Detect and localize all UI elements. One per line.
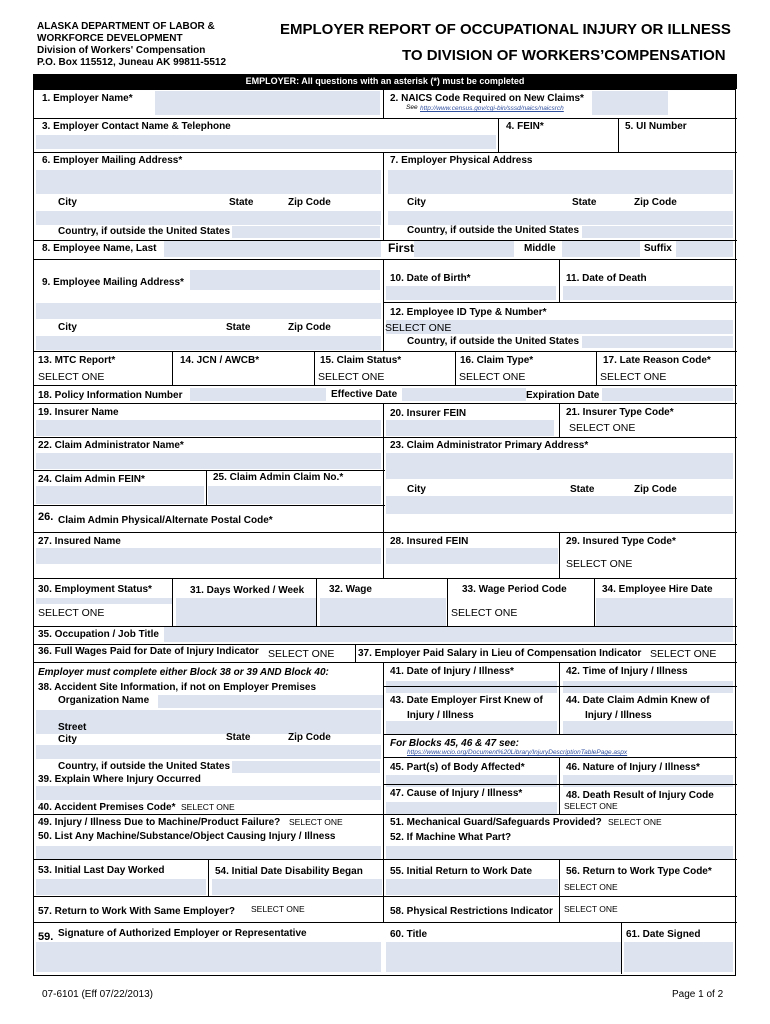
expiration-date-label: Expiration Date [526,390,600,401]
accident-site-country-input[interactable] [232,761,380,773]
employment-status-label: 30. Employment Status* [38,584,152,595]
blocks-45-47-note: For Blocks 45, 46 & 47 see: [390,738,519,749]
safeguards-label: 51. Mechanical Guard/Safeguards Provided? [390,817,602,828]
accident-zip-label: Zip Code [288,732,331,743]
rule-row-30 [33,578,737,579]
insured-fein-label: 28. Insured FEIN [390,536,469,547]
physical-restrictions-select[interactable]: SELECT ONE [564,904,618,914]
naics-lookup-link[interactable]: http://www.census.gov/cgi-bin/sssd/naics/naicsrch [420,105,564,112]
policy-number-input[interactable] [190,388,326,401]
claim-type-label: 16. Claim Type* [460,355,534,366]
effective-date-input[interactable] [402,388,526,401]
employee-suffix-label: Suffix [644,243,672,254]
insured-name-input[interactable] [36,548,381,564]
death-result-label: 48. Death Result of Injury Code [566,790,714,801]
rule-row-38 [33,662,737,663]
rule-row-47 [383,784,737,785]
safeguards-select[interactable]: SELECT ONE [608,817,662,827]
cause-of-injury-input[interactable] [386,802,557,814]
last-day-worked-label: 53. Initial Last Day Worked [38,865,165,876]
rule-row-57 [33,896,737,897]
claim-admin-city-label: City [407,484,426,495]
employee-mailing-address-label: 9. Employee Mailing Address* [42,277,184,288]
rule-row-45 [383,757,737,758]
title-input[interactable] [386,942,621,972]
hire-date-label: 34. Employee Hire Date [602,584,713,595]
form-number: 07-6101 (Eff 07/22/2013) [42,989,154,1000]
vrule-10-11 [559,259,560,302]
agency-name-line1: ALASKA DEPARTMENT OF LABOR & [37,21,215,32]
employee-last-name-label: 8. Employee Name, Last [42,243,157,254]
vrule-32-33 [447,578,448,626]
fein-label: 4. FEIN* [506,121,544,132]
vrule-1-2 [383,89,384,118]
machine-part-input[interactable] [386,846,733,860]
title-label: 60. Title [390,929,428,940]
machine-list-input[interactable] [36,846,381,860]
employer-physical-zip-label: Zip Code [634,197,677,208]
date-signed-label: 61. Date Signed [626,929,701,940]
form-subtitle: TO DIVISION OF WORKERS’COMPENSATION [402,47,726,64]
mtc-report-select[interactable]: SELECT ONE [38,371,105,383]
accident-site-label: 38. Accident Site Information, if not on Employer Premises [38,682,317,693]
admin-knew-label-2: Injury / Illness [585,710,652,721]
time-of-injury-input[interactable] [563,681,733,693]
vrule-16-17 [596,351,597,385]
claim-admin-claim-no-label: 25. Claim Admin Claim No.* [213,472,344,483]
premises-code-label: 40. Accident Premises Code* [38,802,176,813]
injury-location-label: 39. Explain Where Injury Occurred [38,774,201,785]
employee-country-label: Country, if outside the United States [407,336,580,347]
claim-admin-postal-label: Claim Admin Physical/Alternate Postal Code* [58,515,273,526]
jcn-awcb-label: 14. JCN / AWCB* [180,355,260,366]
rule-row-27 [33,532,737,533]
naics-code-label: 2. NAICS Code Required on New Claims* [390,93,584,104]
agency-name-line2: WORKFORCE DEVELOPMENT [37,33,183,44]
page-number: Page 1 of 2 [672,989,724,1000]
machine-part-label: 52. If Machine What Part? [390,832,512,843]
rule-row-blocks [383,734,737,735]
physical-restrictions-label: 58. Physical Restrictions Indicator [390,906,553,917]
full-wages-label: 36. Full Wages Paid for Date of Injury Indicator [38,646,259,657]
employer-mailing-country-label: Country, if outside the United States [58,226,231,237]
employment-status-field[interactable] [36,598,172,604]
same-employer-label: 57. Return to Work With Same Employer? [38,906,235,917]
return-to-work-type-select[interactable]: SELECT ONE [564,882,618,892]
claim-admin-name-label: 22. Claim Administrator Name* [38,440,184,451]
signature-input[interactable] [36,942,381,972]
rule-row-59 [33,922,737,923]
organization-name-label: Organization Name [58,695,150,706]
death-result-select[interactable]: SELECT ONE [564,801,618,811]
rule-row-43 [383,686,737,687]
ui-number-label: 5. UI Number [625,121,687,132]
return-to-work-type-label: 56. Return to Work Type Code* [566,866,712,877]
claim-admin-zip-label: Zip Code [634,484,677,495]
employment-status-select[interactable]: SELECT ONE [38,607,105,619]
late-reason-label: 17. Late Reason Code* [603,355,711,366]
claim-admin-state-label: State [570,484,595,495]
insured-type-label: 29. Insured Type Code* [566,536,676,547]
vrule-9-10 [383,259,384,351]
instruction-banner: EMPLOYER: All questions with an asterisk (*) must be completed [33,74,737,89]
rule-row-22 [33,437,737,438]
claim-admin-city-input[interactable] [386,496,733,514]
wage-input[interactable] [320,598,446,626]
employee-middle-name-input[interactable] [562,241,640,257]
wage-period-select[interactable]: SELECT ONE [451,607,518,619]
vrule-28-29 [559,532,560,578]
claim-admin-address-input[interactable] [386,453,733,479]
date-of-birth-input[interactable] [386,286,556,300]
date-signed-input[interactable] [624,942,733,972]
rule-row-8 [33,240,737,241]
insurer-type-select[interactable]: SELECT ONE [569,422,636,434]
claim-admin-address-label: 23. Claim Administrator Primary Address* [390,440,589,451]
employer-physical-country-label: Country, if outside the United States [407,225,580,236]
premises-code-select[interactable]: SELECT ONE [181,802,235,812]
insured-name-label: 27. Insured Name [38,536,121,547]
employer-knew-label-1: 43. Date Employer First Knew of [390,695,543,706]
accident-street-label: Street [58,722,87,733]
employer-physical-state-label: State [572,197,597,208]
vrule-45-46 [559,757,560,814]
rule-row-13 [33,351,737,352]
employee-id-type-select[interactable]: SELECT ONE [385,322,452,334]
machine-failure-label: 49. Injury / Illness Due to Machine/Product Failure? [38,817,281,828]
employee-state-zip-input[interactable] [36,336,381,350]
vrule-36-37 [355,644,356,662]
employer-mailing-state-label: State [229,197,254,208]
claim-admin-postal-number: 26. [38,511,54,523]
employer-knew-label-2: Injury / Illness [407,710,474,721]
accident-state-label: State [226,732,251,743]
vrule-53-54 [208,859,209,896]
wage-period-label: 33. Wage Period Code [462,584,567,595]
naics-code-input[interactable] [592,91,668,115]
rule-row-6 [33,152,737,153]
same-employer-select[interactable]: SELECT ONE [251,904,305,914]
form-title: EMPLOYER REPORT OF OCCUPATIONAL INJURY OR ILLNESS [280,21,731,38]
late-reason-select[interactable]: SELECT ONE [600,371,667,383]
vrule-6-7 [383,152,384,240]
accident-site-street-input[interactable] [36,710,381,734]
injury-location-input[interactable] [36,786,381,800]
vrule-41-42 [559,662,560,734]
employer-knew-date-input[interactable] [386,721,557,735]
insured-type-select[interactable]: SELECT ONE [566,558,633,570]
employee-middle-name-label: Middle [524,243,556,254]
employer-contact-input[interactable] [36,135,496,149]
employee-state-label: State [226,322,251,333]
vrule-55-56 [559,859,560,922]
days-worked-input[interactable] [176,598,316,626]
vrule-27-28 [383,532,384,578]
block-instruction-note: Employer must complete either Block 38 or 39 AND Block 40: [38,667,329,678]
rule-row-49 [33,814,737,815]
date-of-death-input[interactable] [563,286,733,300]
date-of-death-label: 11. Date of Death [566,273,647,284]
signature-number: 59. [38,931,54,943]
insurer-type-label: 21. Insurer Type Code* [566,407,674,418]
nature-of-injury-label: 46. Nature of Injury / Illness* [566,762,700,773]
insurer-fein-label: 20. Insurer FEIN [390,408,467,419]
accident-city-label: City [58,734,77,745]
date-of-injury-input[interactable] [386,681,557,693]
rule-row-9 [33,259,737,260]
effective-date-label: Effective Date [331,389,398,400]
insurer-fein-input[interactable] [386,420,554,436]
employee-country-input[interactable] [582,336,733,348]
naics-see-text: See [406,104,418,111]
disability-began-label: 54. Initial Date Disability Began [215,866,363,877]
employer-name-input[interactable] [155,91,380,115]
vrule-20-21 [559,403,560,437]
rule-row-26 [33,505,385,506]
employee-first-name-input[interactable] [414,241,514,257]
employer-mailing-city-label: City [58,197,77,208]
employee-city-label: City [58,322,77,333]
claim-admin-fein-label: 24. Claim Admin FEIN* [38,474,145,485]
employee-id-label: 12. Employee ID Type & Number* [390,307,547,318]
machine-failure-select[interactable]: SELECT ONE [289,817,343,827]
vrule-13-14 [172,351,173,385]
cause-of-injury-label: 47. Cause of Injury / Illness* [390,788,523,799]
rule-row-3 [33,118,737,119]
employer-mailing-city-input[interactable] [36,211,381,225]
rule-row-19 [33,403,737,404]
employer-physical-city-input[interactable] [388,211,733,225]
employer-contact-label: 3. Employer Contact Name & Telephone [42,121,231,132]
vrule-3-4 [498,118,499,152]
signature-label: Signature of Authorized Employer or Representative [58,928,307,939]
rule-row-24 [33,470,385,471]
employer-mailing-address-input[interactable] [36,170,381,194]
admin-knew-date-input[interactable] [563,721,733,735]
organization-name-input[interactable] [158,695,383,708]
policy-number-label: 18. Policy Information Number [38,390,183,401]
last-day-worked-input[interactable] [36,879,206,895]
rule-row-12 [383,302,737,303]
wcio-injury-table-link[interactable]: https://www.wcio.org/Document%20Library/InjuryDescriptionTablePage.aspx [407,749,628,756]
claim-status-select[interactable]: SELECT ONE [318,371,385,383]
salary-in-lieu-select[interactable]: SELECT ONE [650,648,717,660]
employer-physical-country-input[interactable] [582,226,733,238]
vrule-30-31 [172,578,173,626]
rule-row-18 [33,385,737,386]
employee-first-name-label: First [388,241,415,255]
employer-mailing-zip-label: Zip Code [288,197,331,208]
full-wages-select[interactable]: SELECT ONE [268,648,335,660]
employer-mailing-address-label: 6. Employer Mailing Address* [42,155,183,166]
employee-last-name-input[interactable] [164,241,381,257]
employee-suffix-input[interactable] [676,241,733,257]
machine-list-label: 50. List Any Machine/Substance/Object Causing Injury / Illness [38,831,336,842]
vrule-4-5 [618,118,619,152]
salary-in-lieu-label: 37. Employer Paid Salary in Lieu of Compensation Indicator [358,648,642,659]
employer-name-label: 1. Employer Name* [42,93,133,104]
employer-physical-city-label: City [407,197,426,208]
employee-mailing-address-input[interactable] [190,270,380,290]
vrule-14-15 [314,351,315,385]
return-to-work-date-input[interactable] [386,879,558,895]
nature-of-injury-input[interactable] [563,775,733,787]
hire-date-input[interactable] [596,598,733,626]
vrule-60-61 [621,922,622,974]
rule-row-53 [33,859,737,860]
claim-admin-fein-input[interactable] [36,486,204,504]
vrule-38-41 [383,662,384,922]
agency-address: P.O. Box 115512, Juneau AK 99811-5512 [37,57,227,68]
vrule-24-25 [206,470,207,505]
employee-zip-label: Zip Code [288,322,331,333]
occupation-label: 35. Occupation / Job Title [38,629,159,640]
body-part-label: 45. Part(s) of Body Affected* [390,762,525,773]
admin-knew-label-1: 44. Date Claim Admin Knew of [566,695,710,706]
rule-row-36 [33,644,737,645]
disability-began-input[interactable] [212,879,382,895]
vrule-15-16 [455,351,456,385]
employer-physical-address-input[interactable] [388,170,733,194]
claim-admin-name-input[interactable] [36,453,381,469]
insured-fein-input[interactable] [386,548,558,564]
insurer-name-input[interactable] [36,420,381,436]
claim-status-label: 15. Claim Status* [320,355,402,366]
agency-division: Division of Workers' Compensation [37,45,206,56]
mtc-report-label: 13. MTC Report* [38,355,116,366]
employee-city-input[interactable] [36,303,381,319]
claim-admin-claim-no-input[interactable] [208,486,381,504]
accident-site-city-input[interactable] [36,745,381,759]
employer-mailing-country-input[interactable] [232,226,380,238]
date-of-birth-label: 10. Date of Birth* [390,273,471,284]
vrule-31-32 [316,578,317,626]
insurer-name-label: 19. Insurer Name [38,407,119,418]
body-part-input[interactable] [386,775,557,787]
claim-type-select[interactable]: SELECT ONE [459,371,526,383]
vrule-33-34 [594,578,595,626]
occupation-input[interactable] [164,627,733,642]
expiration-date-input[interactable] [602,388,733,401]
wage-label: 32. Wage [329,584,372,595]
days-worked-label: 31. Days Worked / Week [190,585,305,596]
return-to-work-date-label: 55. Initial Return to Work Date [390,866,533,877]
date-of-injury-label: 41. Date of Injury / Illness* [390,666,514,677]
employer-physical-address-label: 7. Employer Physical Address [390,155,533,166]
vrule-19-20 [383,403,384,532]
rule-row-35 [33,626,737,627]
accident-country-label: Country, if outside the United States [58,761,231,772]
time-of-injury-label: 42. Time of Injury / Illness [566,666,688,677]
